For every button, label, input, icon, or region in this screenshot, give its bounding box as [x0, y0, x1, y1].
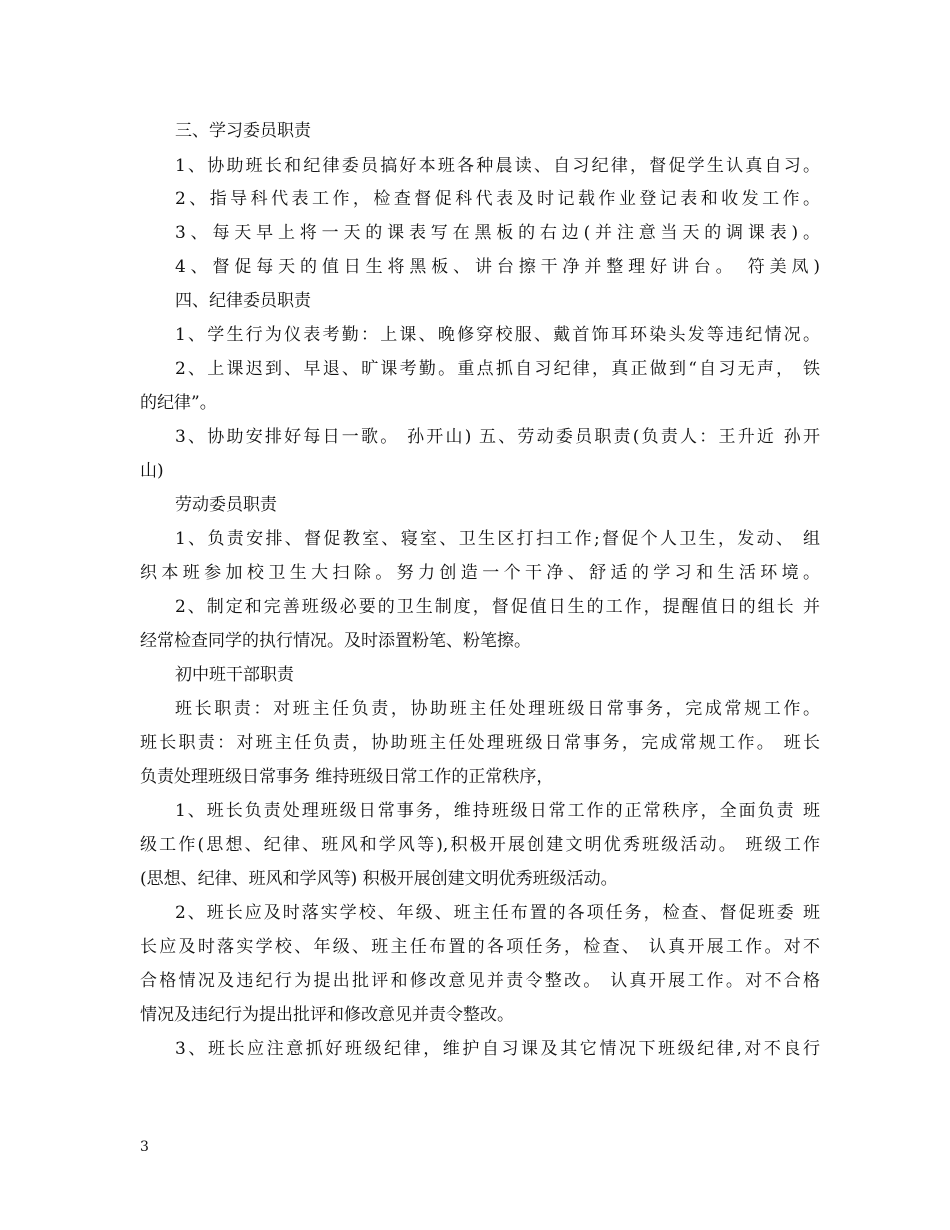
paragraph-line: 1、学生行为仪表考勤：上课、晚修穿校服、戴首饰耳环染头发等违纪情况。: [175, 325, 820, 345]
paragraph-line: 负责处理班级日常事务 维持班级日常工作的正常秩序，: [140, 767, 554, 787]
section-heading: 四、纪律委员职责: [175, 291, 311, 311]
paragraph-line: 合格情况及违纪行为提出批评和修改意见并责令整改。 认真开展工作。对不合格: [140, 971, 820, 991]
paragraph-line: 2、班长应及时落实学校、年级、班主任布置的各项任务，检查、督促班委 班: [175, 903, 820, 923]
paragraph-line: (思想、纪律、班风和学风等) 积极开展创建文明优秀班级活动。: [140, 869, 618, 889]
paragraph-line: 1、负责安排、督促教室、寝室、卫生区打扫工作;督促个人卫生，发动、 组: [175, 529, 820, 549]
paragraph-line: 3、协助安排好每日一歌。 孙开山) 五、劳动委员职责(负责人：王升近 孙开: [175, 427, 820, 447]
paragraph-line: 2、指导科代表工作，检查督促科代表及时记载作业登记表和收发工作。: [175, 189, 820, 209]
section-heading: 三、学习委员职责: [175, 121, 311, 141]
paragraph-line: 4、督促每天的值日生将黑板、讲台擦干净并整理好讲台。 符美凤): [175, 257, 820, 277]
paragraph-line: 2、上课迟到、早退、旷课考勤。重点抓自习纪律，真正做到“自习无声， 铁: [175, 359, 820, 379]
paragraph-line: 1、协助班长和纪律委员搞好本班各种晨读、自习纪律，督促学生认真自习。: [175, 156, 820, 176]
section-heading: 初中班干部职责: [175, 665, 294, 685]
paragraph-line: 山): [140, 461, 164, 481]
paragraph-line: 经常检查同学的执行情况。及时添置粉笔、粉笔擦。: [140, 631, 531, 651]
paragraph-line: 级工作(思想、纪律、班风和学风等),积极开展创建文明优秀班级活动。 班级工作: [140, 835, 820, 855]
paragraph-line: 3、每天早上将一天的课表写在黑板的右边(并注意当天的调课表)。: [175, 223, 820, 243]
paragraph-line: 1、班长负责处理班级日常事务，维持班级日常工作的正常秩序，全面负责 班: [175, 801, 820, 821]
paragraph-line: 织本班参加校卫生大扫除。努力创造一个干净、舒适的学习和生活环境。: [140, 563, 820, 583]
page-number: 3: [140, 1139, 149, 1155]
paragraph-line: 的纪律”。: [140, 393, 217, 413]
paragraph-line: 情况及违纪行为提出批评和修改意见并责令整改。: [140, 1005, 514, 1025]
section-heading: 劳动委员职责: [175, 495, 277, 515]
paragraph-line: 2、制定和完善班级必要的卫生制度，督促值日生的工作，提醒值日的组长 并: [175, 597, 820, 617]
paragraph-line: 长应及时落实学校、年级、班主任布置的各项任务，检查、 认真开展工作。对不: [140, 937, 820, 957]
paragraph-line: 班长职责：对班主任负责，协助班主任处理班级日常事务，完成常规工作。 班长: [140, 733, 820, 753]
paragraph-line: 班长职责：对班主任负责，协助班主任处理班级日常事务，完成常规工作。: [175, 699, 820, 719]
paragraph-line: 3、班长应注意抓好班级纪律，维护自习课及其它情况下班级纪律,对不良行: [175, 1039, 820, 1059]
